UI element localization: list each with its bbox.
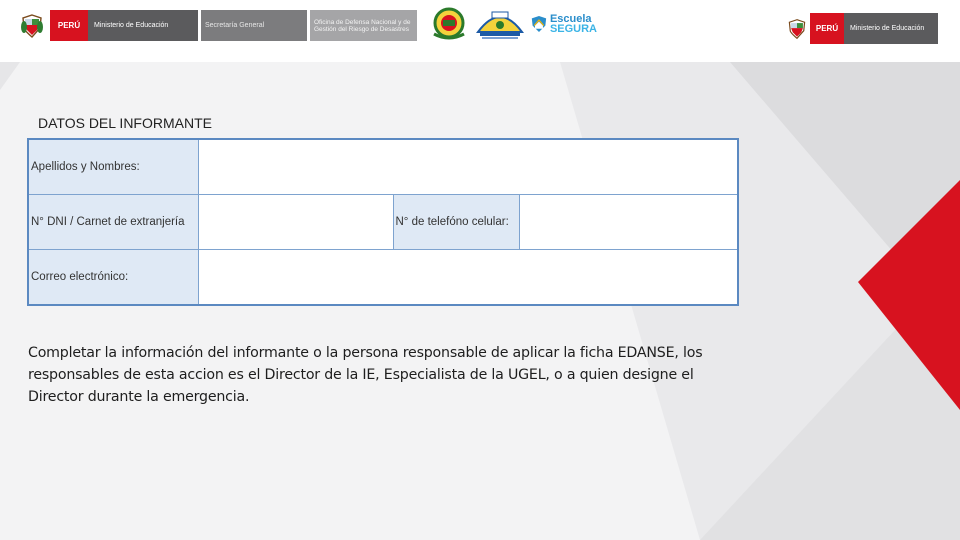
minedu-logo-bar (14, 10, 198, 41)
secretaria-label: Secretaría General (201, 10, 307, 41)
peru-badge: PERÚ (810, 13, 844, 44)
apellidos-label: Apellidos y Nombres: (28, 139, 198, 195)
table-row (28, 195, 738, 250)
apellidos-field[interactable] (198, 139, 738, 195)
telefono-field[interactable] (519, 195, 738, 250)
regional-seal-icon (428, 6, 470, 42)
informant-form (27, 138, 739, 306)
school-shield-icon (531, 13, 547, 35)
table-row (28, 139, 738, 195)
table-row (28, 250, 738, 306)
telefono-label: N° de telefóno celular: (393, 195, 519, 250)
ministerio-label: Ministerio de Educación (850, 24, 925, 32)
drec-logo-icon (474, 6, 526, 42)
instruction-note: Completar la información del informante o la persona responsable de aplicar la ficha EDANSE, los responsables de esta accion es el Director de la IE, Especialista de la UGEL, o a quien designe el Director durante la emergencia. (28, 345, 703, 405)
section-title: DATOS DEL INFORMANTE (38, 115, 212, 131)
minedu-logo-right (784, 13, 938, 44)
peru-shield-icon (784, 13, 810, 44)
escuela-segura-logo (531, 11, 597, 37)
peru-badge: PERÚ (50, 10, 88, 41)
peru-shield-icon (14, 10, 50, 41)
escuela-label: Escuela (549, 13, 592, 25)
segura-label: SEGURA (549, 23, 597, 35)
dni-label: N° DNI / Carnet de extranjería (28, 195, 198, 250)
dni-field[interactable] (198, 195, 393, 250)
correo-label: Correo electrónico: (28, 250, 198, 306)
correo-field[interactable] (198, 250, 738, 306)
ministerio-label: Ministerio de Educación (94, 21, 169, 29)
odenaged-label: Oficina de Defensa Nacional y de Gestión del Riesgo de Desastres (310, 10, 417, 41)
